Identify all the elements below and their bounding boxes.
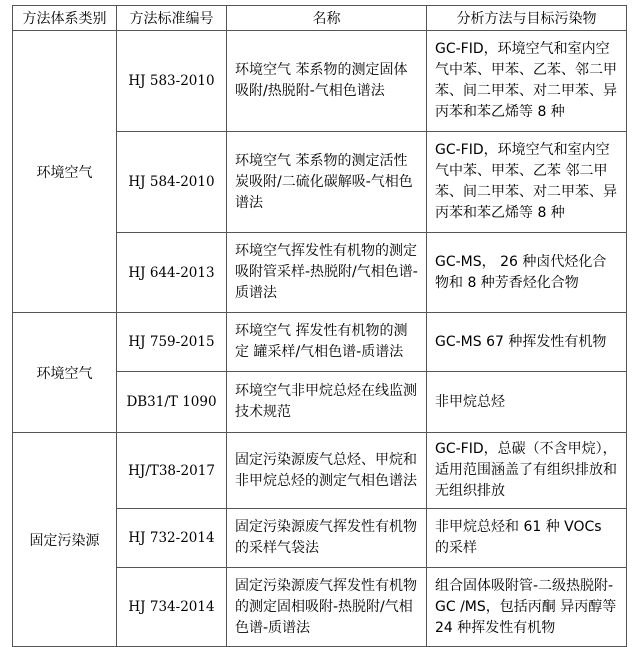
category-cell: 环境空气 [13, 31, 117, 313]
code-cell: HJ 584-2010 [117, 132, 227, 233]
code-cell: DB31/T 1090 [117, 372, 227, 433]
table-row [13, 31, 627, 132]
table-row [13, 433, 627, 509]
method-cell: GC-FID，环境空气和室内空气中苯、甲苯、乙苯 邻二甲苯、间二甲苯、对二甲苯、异丙苯和苯乙烯等 8 种 [427, 132, 627, 233]
header-category: 方法体系类别 [13, 6, 117, 31]
name-cell: 固定污染源废气挥发性有机物的采样气袋法 [227, 509, 427, 568]
header-row [13, 6, 627, 31]
name-cell: 环境空气 苯系物的测定固体吸附/热脱附-气相色谱法 [227, 31, 427, 132]
name-cell: 固定污染源废气总烃、甲烷和非甲烷总烃的测定气相色谱法 [227, 433, 427, 509]
code-cell: HJ 644-2013 [117, 233, 227, 313]
code-cell: HJ/T38-2017 [117, 433, 227, 509]
table-row [13, 313, 627, 372]
header-code: 方法标准编号 [117, 6, 227, 31]
document [12, 5, 627, 647]
code-cell: HJ 583-2010 [117, 31, 227, 132]
header-name: 名称 [227, 6, 427, 31]
method-cell: 非甲烷总烃和 61 种 VOCs 的采样 [427, 509, 627, 568]
code-cell: HJ 759-2015 [117, 313, 227, 372]
name-cell: 环境空气挥发性有机物的测定 吸附管采样-热脱附/气相色谱-质谱法 [227, 233, 427, 313]
method-cell: 非甲烷总烃 [427, 372, 627, 433]
code-cell: HJ 732-2014 [117, 509, 227, 568]
method-cell: GC-MS， 26 种卤代烃化合物和 8 种芳香烃化合物 [427, 233, 627, 313]
name-cell: 环境空气非甲烷总烃在线监测技术规范 [227, 372, 427, 433]
name-cell: 环境空气 挥发性有机物的测定 罐采样/气相色谱-质谱法 [227, 313, 427, 372]
header-method: 分析方法与目标污染物 [427, 6, 627, 31]
method-cell: GC-MS 67 种挥发性有机物 [427, 313, 627, 372]
methods-table [12, 5, 627, 647]
method-cell: 组合固体吸附管-二级热脱附-GC /MS，包括丙酮 异丙醇等 24 种挥发性有机物 [427, 568, 627, 647]
category-cell: 固定污染源 [13, 433, 117, 647]
name-cell: 环境空气 苯系物的测定活性炭吸附/二硫化碳解吸-气相色谱法 [227, 132, 427, 233]
method-cell: GC-FID，总碳（不含甲烷），适用范围涵盖了有组织排放和无组织排放 [427, 433, 627, 509]
method-cell: GC-FID，环境空气和室内空气中苯、甲苯、乙苯、邻二甲苯、间二甲苯、对二甲苯、异丙苯和苯乙烯等 8 种 [427, 31, 627, 132]
name-cell: 固定污染源废气挥发性有机物的测定固相吸附-热脱附/气相色谱-质谱法 [227, 568, 427, 647]
category-cell: 环境空气 [13, 313, 117, 433]
code-cell: HJ 734-2014 [117, 568, 227, 647]
